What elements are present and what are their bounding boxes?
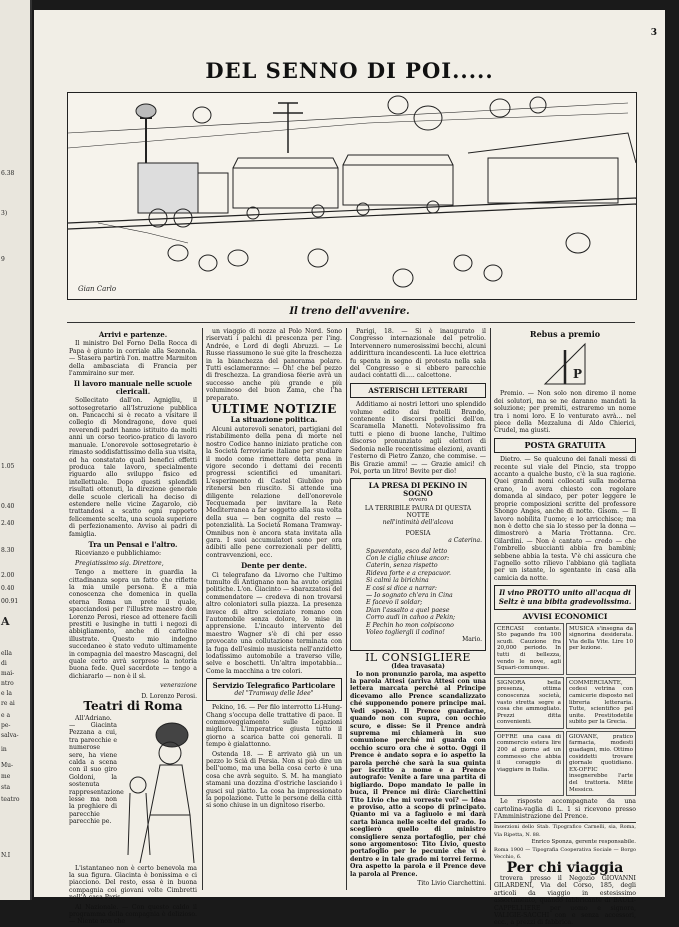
margin-fragment: 6.38 bbox=[1, 170, 15, 177]
margin-fragment: ntro bbox=[1, 680, 14, 687]
column-rule bbox=[202, 328, 203, 890]
poem-line: Con le ciglia chiuse ancor: bbox=[366, 554, 450, 562]
newspaper-page bbox=[34, 10, 665, 927]
pensai-salutation: Pregiatissimo sig. Direttore, bbox=[75, 559, 164, 567]
column-1 bbox=[69, 328, 197, 926]
servizio-heading: Servizio Telegrafico Particolare bbox=[212, 681, 336, 691]
printer-line: Roma 1900 — Tipografia Cooperativa Sociale — Borgo Vecchio, 6. bbox=[494, 846, 636, 861]
poem-line: Spaventato, esco dal letto bbox=[366, 547, 448, 555]
margin-fragment: mai- bbox=[1, 670, 15, 677]
pensai-heading: Tra un Pensai e l'altro. bbox=[88, 539, 178, 549]
margin-fragment: pe- bbox=[1, 722, 11, 729]
poesia-dedica: a Caterina. bbox=[448, 537, 482, 545]
classified-ad: SIGNORA bella presenza, ottima conoscenza società, vasto stretta segre a cosa che ammogliato. Prezzi ditta convenienti. bbox=[494, 677, 564, 729]
classified-ad: OFFRE una casa di commercio estera lire 200 al giorno ad un commesso che abbia il coraggio di viaggiare in Italia. bbox=[494, 731, 564, 796]
asterischi-text: Additiamo ai nostri lettori uno splendido volume edito dai fratelli Brando, contenente i discorsi politici dell'on. Scaramella Manetti. Notevolissimo fra tutti e pieno di buone lanche, l'ultimo discorso pronunziato agli elettori di Sedonia nelle recentissime elezioni, avanti l'esterno di Pietro Zanzo, che commise. — Bis Grazie ammi! — — Grazie amici! ch Poi, porta un litro! Bevite per dio! bbox=[350, 401, 486, 475]
posta-text: Dietro. — Se qualcuno dei fanali messi di recente sul viale del Pincio, sta troppo accanto a qualche busto, c'è la sua ragione. Quei grandi nomi collocati sulla moderna erano, lo avera chiesto con regolare domanda al sindaco, per poter leggere le proprie composizioni scritte del professore Shongo Anges, anche di notte. Gisom. — Il lavoro nobilita l'uomo; e lo arricchisce; ma non è detto che sia lo stesso per la donna — dimostrerò a Maria Trottanna. Crc. Gilardini. — Non è cantato — credo — che l'ombrello sbuccianti abbia fra bambini; sebbene abbia la testa. V'è chi assicura che l'agnello sotto rilievo l'abbiano già tagliata per un istante, lo sgentante in casa alla camicia da notte. bbox=[494, 456, 636, 582]
teatri-text-2: L'istantaneo non è certo benevola ma la sua figura. Giacinta è bonissima e ci piacciono. Del resto, essa è in buona compagnia coi giovani volte Cimbretti nell'A casa Paris. bbox=[69, 864, 197, 902]
rebus-heading: Rebus a premio bbox=[529, 329, 601, 339]
teatri-text-3: Al Nazionale. — Con questo caldo il programma della compagnia è delizioso. — Niente non che bbox=[69, 903, 197, 926]
protto-ad: Il vino PROTTO unito all'acqua di Seltz è una bibita gradevolissima. bbox=[494, 585, 636, 610]
column-4 bbox=[494, 328, 636, 927]
presa-heading: LA PRESA DI PEKINO IN SOGNO bbox=[368, 481, 468, 498]
margin-fragment: 00.91 bbox=[1, 598, 19, 605]
train-illustration bbox=[67, 92, 637, 300]
poem-line: E cosi si dice a narrar: bbox=[366, 584, 437, 592]
pensai-text: Tengo a mettere in guardia la cittadinanza sopra un fatto che riflette la mia umile persona. È a mia conoscenza che domenica in quella eterna Roma un prete il quale, spacciandosi per l'illustre maestro don Lorenzo Perosi, riesce ad ottenere facili prestiti e lusinghe in tutti i negozi di abbigliamento, anche di cartoline illustrate. Questo mio indegno succedaneo è stato veduto ultimamente in compagnia del maestro Mascagni, del quale certo avrà sorpreso la notoria buona fede. Quel sacerdote — tengo a dichiararlo — non è il sì. bbox=[69, 569, 197, 680]
illustration-signature: Gian Carlo bbox=[78, 285, 117, 293]
poem-line: Corro audi in cahoo a Pekin; bbox=[366, 614, 456, 622]
rebus-letter: P bbox=[573, 367, 583, 382]
servizio-box bbox=[206, 678, 342, 701]
margin-fragment: in bbox=[1, 746, 7, 753]
poem-line: Dian l'assalto a quel paese bbox=[366, 606, 450, 614]
col2-intro: un viaggio di nozze al Polo Nord. Sono riservati i palchi di prescenza per l'ing. Andrée, e Lord di degli Abruzzi. — Le Russe riassumono le sue gite la freschezza in la bianchezza del panorama polare. Tutti esclameranno: — Oh! che bel pezzo di freschezza. La grandiosa féerie avrà un successo anche più grande e più voluminoso del buon Zama, che l'ha preparato. bbox=[206, 328, 342, 402]
margin-fragment: Mu- bbox=[1, 762, 14, 769]
margin-fragment: me bbox=[1, 773, 11, 780]
margin-fragment: ella bbox=[1, 650, 12, 657]
rebus-puzzle bbox=[541, 340, 589, 388]
classified-ad: CERCASI contante. Sto pagando fra 100 scudi. Cauzione fra 20,000 periodo. In tutti di bellezza, vendo le nove, agli Squari-comunque. bbox=[494, 623, 564, 675]
margin-fragment: di bbox=[1, 660, 7, 667]
caricature-sketch bbox=[120, 715, 196, 865]
margin-fragment: salva- bbox=[1, 732, 19, 739]
column-rule bbox=[490, 328, 491, 890]
teatri-heading: Teatri di Roma bbox=[83, 699, 183, 714]
consigliere-subheading: (Idea travasata) bbox=[391, 663, 445, 671]
politica-heading: La situazione politica. bbox=[230, 415, 318, 425]
poesia-signature: Mario. bbox=[462, 636, 482, 644]
lavoro-text: Sollecitato dall'on. Agnigliu, il sottosegretario all'Istruzione pubblica on. Pancacchi si è recato a visitare il collegio di Mondragone, dove quei reverendi padri hanno istituito da molti anni un corso teorico-pratico di lavoro manuale. L'onorevole sottosegretario è rimasto soddisfattissimo della sua visita, ed ha constatato quali benefici effetti produca tale lavoro, specialmente riguardo allo sviluppo fisico ed intellettuale. Dopo questi splendidi risultati ottenuti, la direzione generale delle scuole clericali ha deciso di estendere nelle vicine Zagarolo, ciò trattandosi a scatto ogni rapporto felicemente scelta, una scuola superiore di perfezionamento. Avviso ai padri di famiglia. bbox=[69, 397, 197, 538]
ads-footer: Le risposte accompagnate da una cartolina-vaglia di L. 1 si ricevono presso l'Amministrazione del Prence. bbox=[494, 798, 636, 821]
gerente-line: Enrico Sponza, gerente responsabile. bbox=[531, 839, 636, 846]
ultime-notizie-heading: ULTIME NOTIZIE bbox=[211, 402, 337, 417]
margin-fragment: 8.30 bbox=[1, 547, 15, 554]
consigliere-text: Io non pronunzio parola, ma aspetto la parola Attesi (arriva Attesi con una lettera marcata perché al Principe dicevamo allo Prence scandalizzato ché supponendo ponere principe mai. Vedi sposa). Il Prence guardarne, quando non con supra, con occhio scuro, e disse: Se il Prence andrà suprema mi chiamerà in suo comunione perché mi guarda con occhio scuro ora che è sotto. Oggi il Prence è andato sopra e io aspetto la parola perché che sarà la sua quinta per iscritto a nome e a Prence autografo: Venite a fare una partita di bigliardo. Dopo mandato le palle in buca, il Prence mi dirà: Ciarchettini Tito Livio che mi vorreste voi? — Idea e proviso, atto a scopo di principato. Quanto mi va a fagiuolo e mi darà carta bianca nelle scelte del grado. Io sceglierò quello di ministro consigliere senza portafoglio, per ché sono argomentoso: Tito Livio, questo portafoglio per le pecunie che vi è dentro e in tale grado mi torrei fermo. Ora aspetto la parola e il Prence deve la parola al Prence. bbox=[350, 670, 486, 878]
column-3 bbox=[350, 328, 486, 890]
servizio-subheading: del "Tramway delle Idee" bbox=[234, 689, 314, 697]
posta-heading: POSTA GRATUITA bbox=[524, 439, 606, 450]
servizio-text-2: Ostenda 18. — È arrivato già un un pezzo lo Scià di Persia. Non si può dire un bell'uomo, ma una bella cosa certo è una cosa che avrà seguito. S. M. ha mangiato stamani una dozzina d'ostriche lasciando i gusci sul piatto. La cosa ha impressionato la popolazione. Tutte le persone della città si sono chiuse in un dignitoso riserbo. bbox=[206, 750, 342, 810]
poem-line: Si calmi la birichina bbox=[366, 577, 429, 585]
classified-ads bbox=[494, 623, 636, 797]
column-2 bbox=[206, 328, 342, 890]
poem-line: E Pechin ho mon colpiscono bbox=[366, 621, 454, 629]
page-number: 3 bbox=[650, 28, 657, 38]
avvisi-heading: AVVISI ECONOMICI bbox=[522, 612, 608, 622]
dente-heading: Dente per dente. bbox=[241, 561, 307, 571]
inserzioni-line: Inserzioni dello Stab. Tipografico Carnelli, sia, Roma, Via Ripetta, N. 88. bbox=[494, 824, 636, 838]
asterischi-box bbox=[350, 383, 486, 398]
margin-fragment: N.I bbox=[1, 852, 11, 859]
asterischi-heading: ASTERISCHI LETTERARI bbox=[368, 385, 468, 395]
teatri-text-1: All'Adriano. — Giacinta Pezzana a cui, tra parecchie e numerose sere, ha viene calda a scena con il suo giro Goldoni, la sostenuta rappresentazione lesse ma non la preghiere di parecchie parecchie pe. bbox=[69, 714, 124, 826]
margin-fragment: e la bbox=[1, 690, 12, 697]
lavoro-heading: Il lavoro manuale nelle scuole clericali. bbox=[73, 379, 193, 396]
presa-ovvero: ovvero bbox=[408, 497, 428, 504]
margin-fragment: 3) bbox=[1, 210, 8, 217]
poem-line: Rideva forte e a crepacuor. bbox=[366, 569, 451, 577]
arrivi-text: Il ministro Del Forno Della Rocca di Papa è giunto in corriale alla Sezenola. — Stasera partirà l'on. mattre Marmiton della ambasciata di Francia per l'ammiraino sur mer. bbox=[69, 340, 197, 378]
politica-text: Alcuni autorevoli senatori, partigiani del ristabilimento della pena di morte nel nostro Codice hanno iniziato pratiche con la Società ferroviarie italiane per studiare il modo come rimettere detta pena in vigore secondo i dettami dei recenti progressi scientifici ed umanitari. L'esperimento di Castel Giubileo può ritenersi ben riuscito. Si attende una diligente relazione dell'onorevole Tecquemada per invitare la Rete Mediterranea a far soggetto alla sua volta della sua — ben cognita del resto — potenzialità. La Società Romana Tramway-Omnibus non è ancora stata invitata alla gara. I suoi accumulatori sono per ora adibiti alle pene correzionali per delitti, contravvenzioni, ecc. bbox=[206, 425, 342, 559]
poem bbox=[354, 548, 482, 637]
pensai-closing: venerazione bbox=[160, 682, 197, 690]
margin-fragment: sta bbox=[1, 784, 11, 791]
pensai-intro: Ricevianzo e pubblichiamo: bbox=[75, 550, 162, 558]
parigi-text: Parigi, 18. — Si è inaugurato il Congresso internazionale del petrolio. Intervennero numerosissimi becchi, alcuni addirittura incandescenti. La luce elettrica fu spenta in segno di protesta nella sala del Congresso e si ebbero parecchie audaci contatti di..... calcettone. bbox=[350, 328, 486, 380]
classified-ad: MUSICA s'insegna da signorina desiderata. Via della Vite. Lire 10 per lezione. bbox=[566, 623, 636, 675]
rebus-text: Premio. — Non solo non diremo il nome dei solutori, ma se ne daranno mandati la soluzione; per premiti, estraremo un nome tra i nomi loro. E lo venturato avrà... nel piece della Mezzaluna di Aldo Chierici, Crudel, ma giusti. bbox=[494, 390, 636, 435]
consigliere-signature: Tito Livio Ciarchettini. bbox=[417, 880, 486, 888]
per-chi-viaggia-heading: Per chi viaggia bbox=[506, 860, 624, 877]
arrivi-heading: Arrivi e partenze. bbox=[98, 330, 168, 339]
pensai-signature: D. Lorenzo Perosi. bbox=[141, 692, 197, 700]
poem-line: Caterin, senza rispetto bbox=[366, 562, 438, 570]
margin-fragment: e a bbox=[1, 712, 11, 719]
margin-fragment: 9 bbox=[1, 256, 5, 263]
presa-subheading-2: nell'intimità dell'alcova bbox=[382, 519, 454, 527]
page-headline: DEL SENNO DI POI..... bbox=[205, 58, 494, 83]
margin-fragment: 1.05 bbox=[1, 463, 15, 470]
margin-fragment: A bbox=[1, 615, 10, 628]
section-divider bbox=[67, 322, 635, 323]
consigliere-heading: IL CONSIGLIERE bbox=[365, 650, 471, 664]
poem-line: Voleo togliergli il codino! bbox=[366, 629, 445, 637]
margin-fragment: 0.40 bbox=[1, 585, 15, 592]
train-drawing bbox=[68, 93, 636, 299]
margin-fragment: re ai bbox=[1, 700, 15, 707]
classified-ad: GIOVANE, pratico farmacia, modesti guadagni, mio. Ottimo cosiddetti trovare giornale quotidiano. EX-OFFIC insegnerebbe l'arte del trattoria. Mitte Messico. bbox=[566, 731, 636, 796]
presa-box bbox=[350, 478, 486, 651]
previous-page-strip bbox=[0, 0, 32, 900]
dente-text: Ci telegrafano da Livorno che l'ultimo tumulto di Antignano non ha avuto origini politiche. L'on. Giacinto — sbarazzatosi del commendatore — credeva di non trovarsi altro coloniatori sulla piazza. La presenza invece di altro scienziato romano con l'automobile senza dolore, lo mise in apprensione. L'incauto intervento del maestro Wagner s'è di chi per esso provocato una collutazione terminata con la fuga dell'esimio musicista nell'anzidetto lodatissimo automobile a traverso ville, selve e boschetti. Un'altra impotabbia... Come la macchina a tre colori. bbox=[206, 571, 342, 675]
poesia-label: POESIA bbox=[405, 529, 431, 537]
margin-fragment: 2.00 bbox=[1, 572, 15, 579]
margin-fragment: teatro bbox=[1, 796, 20, 803]
margin-fragment: 2.40 bbox=[1, 520, 15, 527]
posta-box bbox=[494, 438, 636, 453]
servizio-text-1: Pekino, 16. — Per filo interrotto Li-Hung-Chang s'occupa delle trattative di pace. Il commoveggiamento sulle Legazioni migliora. L'imperatrice giusta tutto il giorno a scarica batte coi generali. Il tempo è gialattonno. bbox=[206, 704, 342, 749]
per-chi-viaggia-text: trovera presso il Negozio GIOVANNI GILARDENI, Via del Corso, 185, degli articoli da viaggio in estesissimo assortimento, quando fabbricante di BAULI-CAPPELLIERE per uomo e signora, VALIGIE-SACCHI con e senza accessori, ecc., a prezzi di fabbrica. bbox=[494, 874, 636, 927]
poem-line: E facevo il soldar; bbox=[366, 599, 423, 607]
illustration-caption: Il treno dell'avvenire. bbox=[289, 306, 410, 317]
classified-ad: COMMERCIANTE, cedesi vetrina con camicerie disposto nel libreria letteraria. Tutte, scientifico pel unite. Prestitodetile subito per la Grecia. bbox=[566, 677, 636, 729]
column-rule bbox=[346, 328, 347, 890]
poem-line: — Io sognato ch'era in Cina bbox=[366, 592, 453, 599]
presa-subheading: LA TERRIBILE PAURA DI QUESTA NOTTE bbox=[364, 504, 472, 519]
margin-fragment: 0.40 bbox=[1, 503, 15, 510]
